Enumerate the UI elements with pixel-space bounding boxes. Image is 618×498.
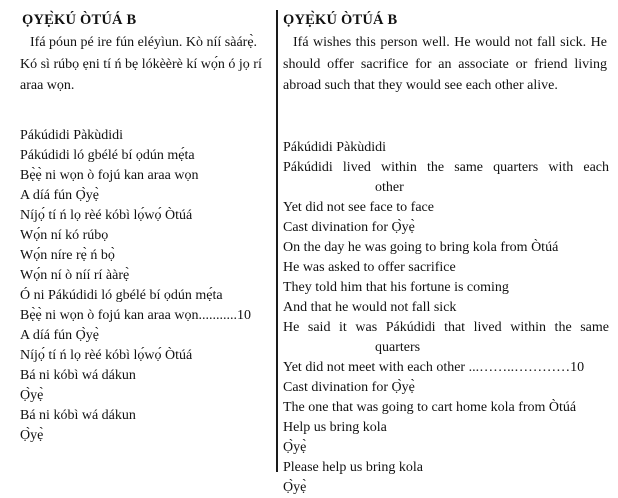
verse-intro [20, 32, 273, 97]
column-divider [276, 10, 278, 472]
verse-line: Yet did not see face to face [283, 200, 434, 215]
verse-line: Bẹ̀ẹ̀ ni wọn ò fojú kan araa wọn [20, 168, 199, 183]
verse-line: The one that was going to cart home kola from Òtúá [283, 400, 577, 415]
verse-line: Pákúdidi Pàkùdidi [20, 128, 124, 143]
verse-line: Níjọ́ tí ń lọ rèé kóbì lọ́wọ́ Òtúá [20, 208, 193, 223]
verse-line: Cast divination for Ọ̀yẹ̀ [283, 380, 415, 395]
verse-line: Please help us bring kola [283, 460, 423, 475]
verse-line: He said it was Pákúdidi that lived within the same [283, 320, 609, 335]
verse-line: They told him that his fortune is coming [283, 280, 509, 295]
verse-line: Ọ̀yẹ̀ [283, 440, 307, 455]
verse-line-continuation: quarters [375, 340, 421, 355]
verse-line: Wọ́n ní kó rúbọ [20, 228, 109, 243]
verse-lines [20, 126, 251, 446]
verse-line: Help us bring kola [283, 420, 387, 435]
verse-line: Yet did not meet with each other ...……..…………10 [283, 360, 585, 375]
verse-line: Ọ̀yẹ̀ [20, 388, 44, 403]
verse-line: Ó ni Pákúdidi ló gbélé bí ọdún mẹ́ta [20, 288, 223, 303]
verse-line: Ọ̀yẹ̀ [20, 428, 44, 443]
verse-title: ỌYẸ̀KÚ ÒTÚÁ B [22, 12, 137, 28]
verse-line: Cast divination for Ọ̀yẹ̀ [283, 220, 415, 235]
verse-line: Pákúdidi ló gbélé bí ọdún mẹ́ta [20, 148, 195, 163]
verse-line: And that he would not fall sick [283, 300, 457, 315]
verse-line: Bẹ̀ẹ̀ ni wọn ò fojú kan araa wọn...........10 [20, 308, 251, 323]
verse-line: On the day he was going to bring kola from Òtúá [283, 240, 559, 255]
verse-line: He was asked to offer sacrifice [283, 260, 456, 275]
intro-text: Ifá póun pé ire fún eléyìun. Kò níí sàárẹ̀. Kó sì rúbọ ẹni tí ń bẹ lókèèrè kí wọ́n ó jọ rí araa wọn. [20, 35, 262, 93]
verse-line: Níjọ́ tí ń lọ rèé kóbì lọ́wọ́ Òtúá [20, 348, 193, 363]
verse-line: Bá ni kóbì wá dákun [20, 368, 136, 383]
verse-line-continuation: other [375, 180, 404, 195]
verse-intro [283, 32, 607, 97]
verse-line: Wọ́n ní ò níí rí ààrẹ̀ [20, 268, 130, 283]
verse-line: A díá fún Ọ̀yẹ̀ [20, 328, 99, 343]
verse-title: ỌYẸ̀KÚ ÒTÚÁ B [283, 12, 398, 28]
verse-line: Pákúdidi lived within the same quarters with each [283, 160, 609, 175]
intro-text: Ifá wishes this person well. He would not fall sick. He should offer sacrifice for an associate or friend living abroad such that they would see each other alive. [283, 35, 607, 93]
verse-lines [283, 138, 609, 498]
verse-line: Pákúdidi Pàkùdidi [283, 140, 387, 155]
verse-line: Wọ́n níre rẹ̀ ń bọ̀ [20, 248, 115, 263]
verse-line: Bá ni kóbì wá dákun [20, 408, 136, 423]
verse-line: A díá fún Ọ̀yẹ̀ [20, 188, 99, 203]
verse-line: Ọ̀yẹ̀ [283, 480, 307, 495]
